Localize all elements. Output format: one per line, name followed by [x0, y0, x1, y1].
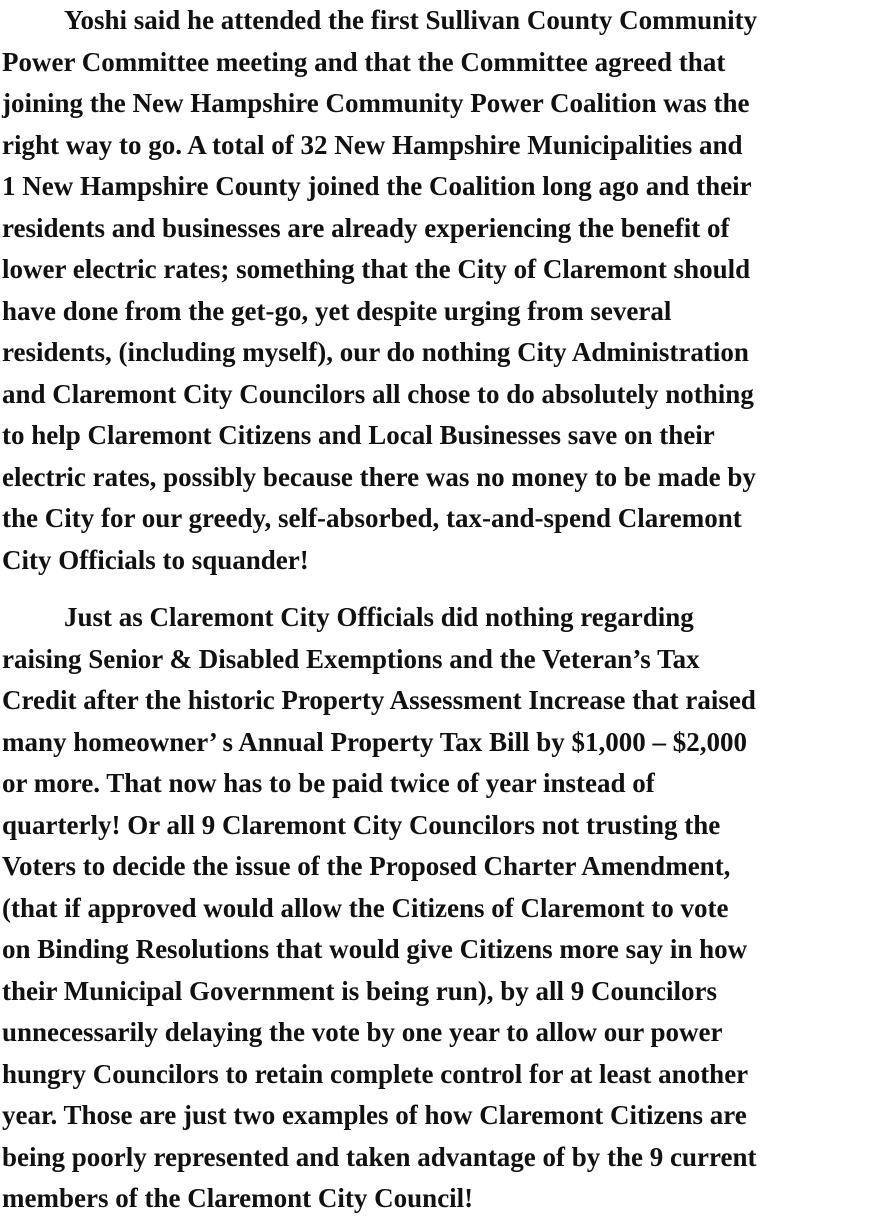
- text-line: have done from the get-go, yet despite urging from several: [2, 295, 672, 326]
- text-line: Voters to decide the issue of the Proposed Charter Amendment,: [2, 851, 731, 881]
- text-line: and Claremont City Councilors all chose to do absolutely nothing: [2, 378, 754, 409]
- text-line: many homeowner’ s Annual Property Tax Bill by $1,000 – $2,000: [2, 726, 748, 757]
- text-line: Just as Claremont City Officials did nothing regarding: [64, 602, 694, 632]
- text-line: to help Claremont Citizens and Local Businesses save on their: [2, 420, 715, 450]
- text-line: Power Committee meeting and that the Committee agreed that: [2, 46, 726, 77]
- text-line: right way to go. A total of 32 New Hampshire Municipalities and: [2, 129, 743, 160]
- text-line: year. Those are just two examples of how Claremont Citizens are: [2, 1100, 747, 1130]
- text-line: unnecessarily delaying the vote by one year to allow our power: [2, 1017, 723, 1047]
- text-line: (that if approved would allow the Citizens of Claremont to vote: [2, 892, 729, 923]
- text-line: or more. That now has to be paid twice of year instead of: [2, 768, 655, 798]
- text-line: 1 New Hampshire County joined the Coalition long ago and their: [2, 171, 752, 201]
- text-line: Credit after the historic Property Assessment Increase that raised: [2, 685, 756, 715]
- text-line: the City for our greedy, self-absorbed, tax-and-spend Claremont: [2, 503, 742, 533]
- text-line: their Municipal Government is being run), by all 9 Councilors: [2, 975, 718, 1006]
- text-line: quarterly! Or all 9 Claremont City Councilors not trusting the: [2, 809, 721, 840]
- text-line: Yoshi said he attended the first Sullivan County Community: [64, 5, 758, 35]
- text-line: residents, (including myself), our do nothing City Administration: [2, 337, 749, 367]
- text-line: electric rates, possibly because there was no money to be made by: [2, 461, 756, 492]
- text-line: members of the Claremont City Council!: [2, 1183, 474, 1213]
- text-line: being poorly represented and taken advantage of by the 9 current: [2, 1141, 757, 1172]
- text-line: on Binding Resolutions that would give Citizens more say in how: [2, 934, 748, 964]
- text-line: hungry Councilors to retain complete control for at least another: [2, 1058, 749, 1089]
- text-line: residents and businesses are already experiencing the benefit of: [2, 212, 730, 243]
- paragraph-city-officials: [2, 597, 880, 1220]
- text-line: City Officials to squander!: [2, 544, 309, 575]
- paragraph-community-power: [2, 0, 880, 581]
- text-line: raising Senior & Disabled Exemptions and the Veteran’s Tax: [2, 643, 700, 674]
- text-line: lower electric rates; something that the City of Claremont should: [2, 254, 751, 284]
- text-line: joining the New Hampshire Community Power Coalition was the: [2, 88, 750, 118]
